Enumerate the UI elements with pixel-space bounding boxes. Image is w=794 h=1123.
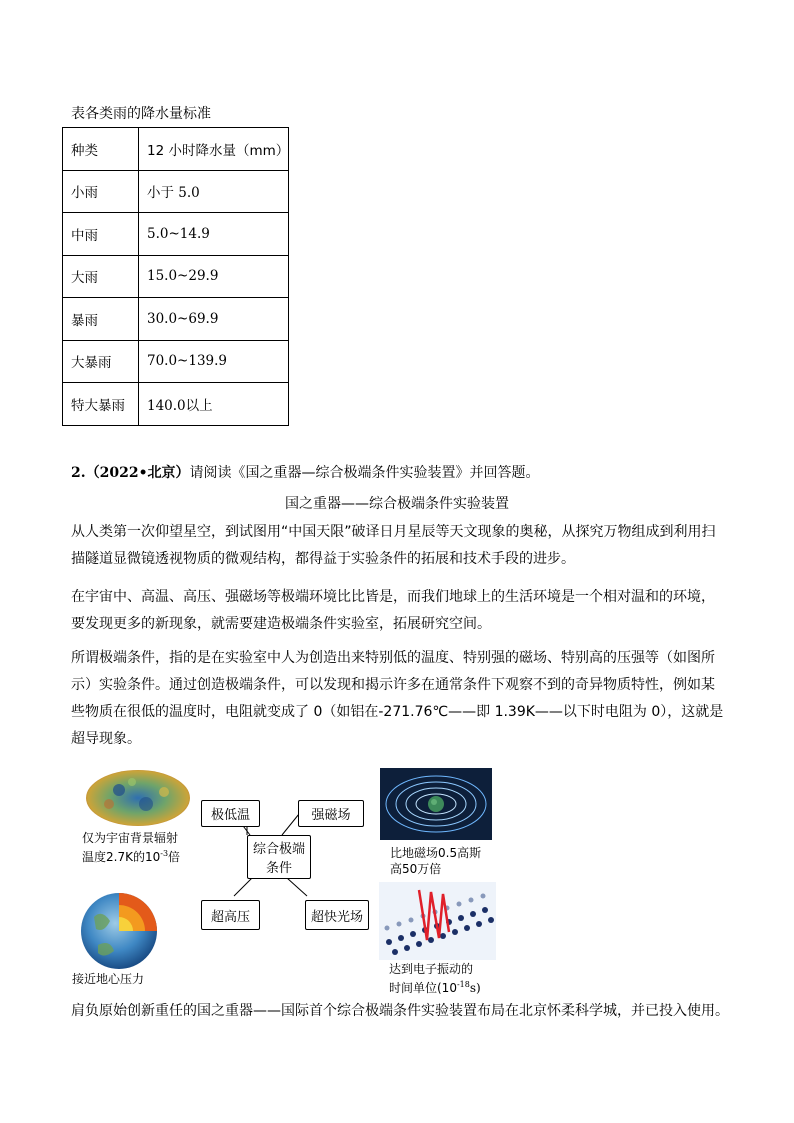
core-caption-text: 接近地心压力 bbox=[72, 972, 145, 986]
table-cell: 大暴雨 bbox=[63, 340, 139, 383]
table-row bbox=[63, 340, 289, 383]
table-header-text: 12 小时降水量（mm） bbox=[147, 142, 290, 159]
table-row bbox=[63, 298, 289, 341]
cosmic-background-image bbox=[84, 768, 192, 828]
article-title: 国之重器——综合极端条件实验装置 bbox=[285, 496, 509, 512]
table-row bbox=[63, 383, 289, 426]
earth-core-image bbox=[74, 887, 164, 972]
question-number: 2.（2022•北京） bbox=[71, 465, 190, 481]
laser-caption-exponent: -18 bbox=[456, 980, 470, 989]
low-temperature-box: 极低温 bbox=[201, 800, 260, 827]
article-paragraph-4: 肩负原始创新重任的国之重器——国际首个综合极端条件实验装置布局在北京怀柔科学城，并已投入使用。 bbox=[71, 1003, 729, 1019]
table-header-cell: 种类 bbox=[63, 128, 139, 171]
table-cell: 30.0~69.9 bbox=[139, 298, 289, 341]
cmb-caption-line2 bbox=[82, 846, 180, 865]
ultra-high-pressure-box: 超高压 bbox=[201, 900, 260, 930]
table-header-cell bbox=[139, 128, 289, 171]
core-caption bbox=[72, 971, 144, 987]
laser-caption bbox=[389, 961, 481, 996]
extreme-conditions-center-box: 综合极端条件 bbox=[247, 835, 311, 879]
cmb-caption-line1: 仅为宇宙背景辐射 bbox=[82, 831, 179, 845]
strong-magnetic-field-box: 强磁场 bbox=[298, 800, 364, 827]
table-cell: 小雨 bbox=[63, 170, 139, 213]
table-row bbox=[63, 170, 289, 213]
connector-line bbox=[234, 878, 252, 896]
table-cell: 大雨 bbox=[63, 255, 139, 298]
table-cell: 暴雨 bbox=[63, 298, 139, 341]
cmb-caption-suffix: 倍 bbox=[168, 850, 181, 864]
connector-line bbox=[287, 878, 307, 896]
extreme-conditions-diagram bbox=[62, 760, 542, 995]
ultrafast-light-field-box: 超快光场 bbox=[305, 900, 369, 930]
article-paragraph-1: 从人类第一次仰望星空，到试图用“中国天限”破译日月星辰等天文现象的奥秘，从探究万物组成到利用扫描隧道显微镜透视物质的微观结构，都得益于实验条件的拓展和技术手段的进步。 bbox=[71, 524, 716, 567]
laser-caption-suffix: s) bbox=[469, 981, 481, 995]
cmb-caption-text: 温度2.7K的10 bbox=[82, 850, 161, 864]
table-row bbox=[63, 255, 289, 298]
article-paragraph-2: 在宇宙中、高温、高压、强磁场等极端环境比比皆是，而我们地球上的生活环境是一个相对温和的环境，要发现更多的新现象，就需要建造极端条件实验室，拓展研究空间。 bbox=[71, 589, 715, 632]
question-prompt: 请阅读《国之重器—综合极端条件实验装置》并回答题。 bbox=[189, 465, 540, 481]
connector-line bbox=[282, 814, 299, 835]
rainfall-table bbox=[62, 127, 289, 426]
magnetic-caption bbox=[390, 845, 481, 877]
table-caption: 表各类雨的降水量标准 bbox=[71, 106, 211, 122]
table-cell: 15.0~29.9 bbox=[139, 255, 289, 298]
magnetic-caption-line1: 比地磁场0.5高斯 bbox=[390, 846, 482, 860]
laser-caption-text: 时间单位(10 bbox=[389, 981, 457, 995]
cmb-caption bbox=[82, 830, 180, 865]
table-cell: 70.0~139.9 bbox=[139, 340, 289, 383]
article-paragraph-3: 所谓极端条件，指的是在实验室中人为创造出来特别低的温度、特别强的磁场、特别高的压强等（如图所示）实验条件。通过创造极端条件，可以发现和揭示许多在通常条件下观察不到的奇异物质特性，例如某些物质在很低的温度时，电阻就变成了 0（如铝在-271.76℃——即 1.39K——以下时电阻为 0），这就是超导现象。 bbox=[71, 650, 724, 747]
laser-caption-line1: 达到电子振动的 bbox=[389, 962, 474, 976]
table-cell: 小于 5.0 bbox=[139, 170, 289, 213]
magnetic-field-image bbox=[380, 768, 492, 840]
table-cell: 5.0~14.9 bbox=[139, 213, 289, 256]
magnetic-caption-line2: 高50万倍 bbox=[390, 862, 442, 876]
ultrafast-laser-image bbox=[379, 882, 496, 960]
table-header-row bbox=[63, 128, 289, 171]
cmb-caption-exponent: -3 bbox=[160, 849, 169, 858]
table-cell: 特大暴雨 bbox=[63, 383, 139, 426]
table-row bbox=[63, 213, 289, 256]
laser-caption-line2 bbox=[389, 977, 481, 996]
table-cell: 中雨 bbox=[63, 213, 139, 256]
question-line bbox=[71, 462, 540, 482]
table-cell: 140.0以上 bbox=[139, 383, 289, 426]
